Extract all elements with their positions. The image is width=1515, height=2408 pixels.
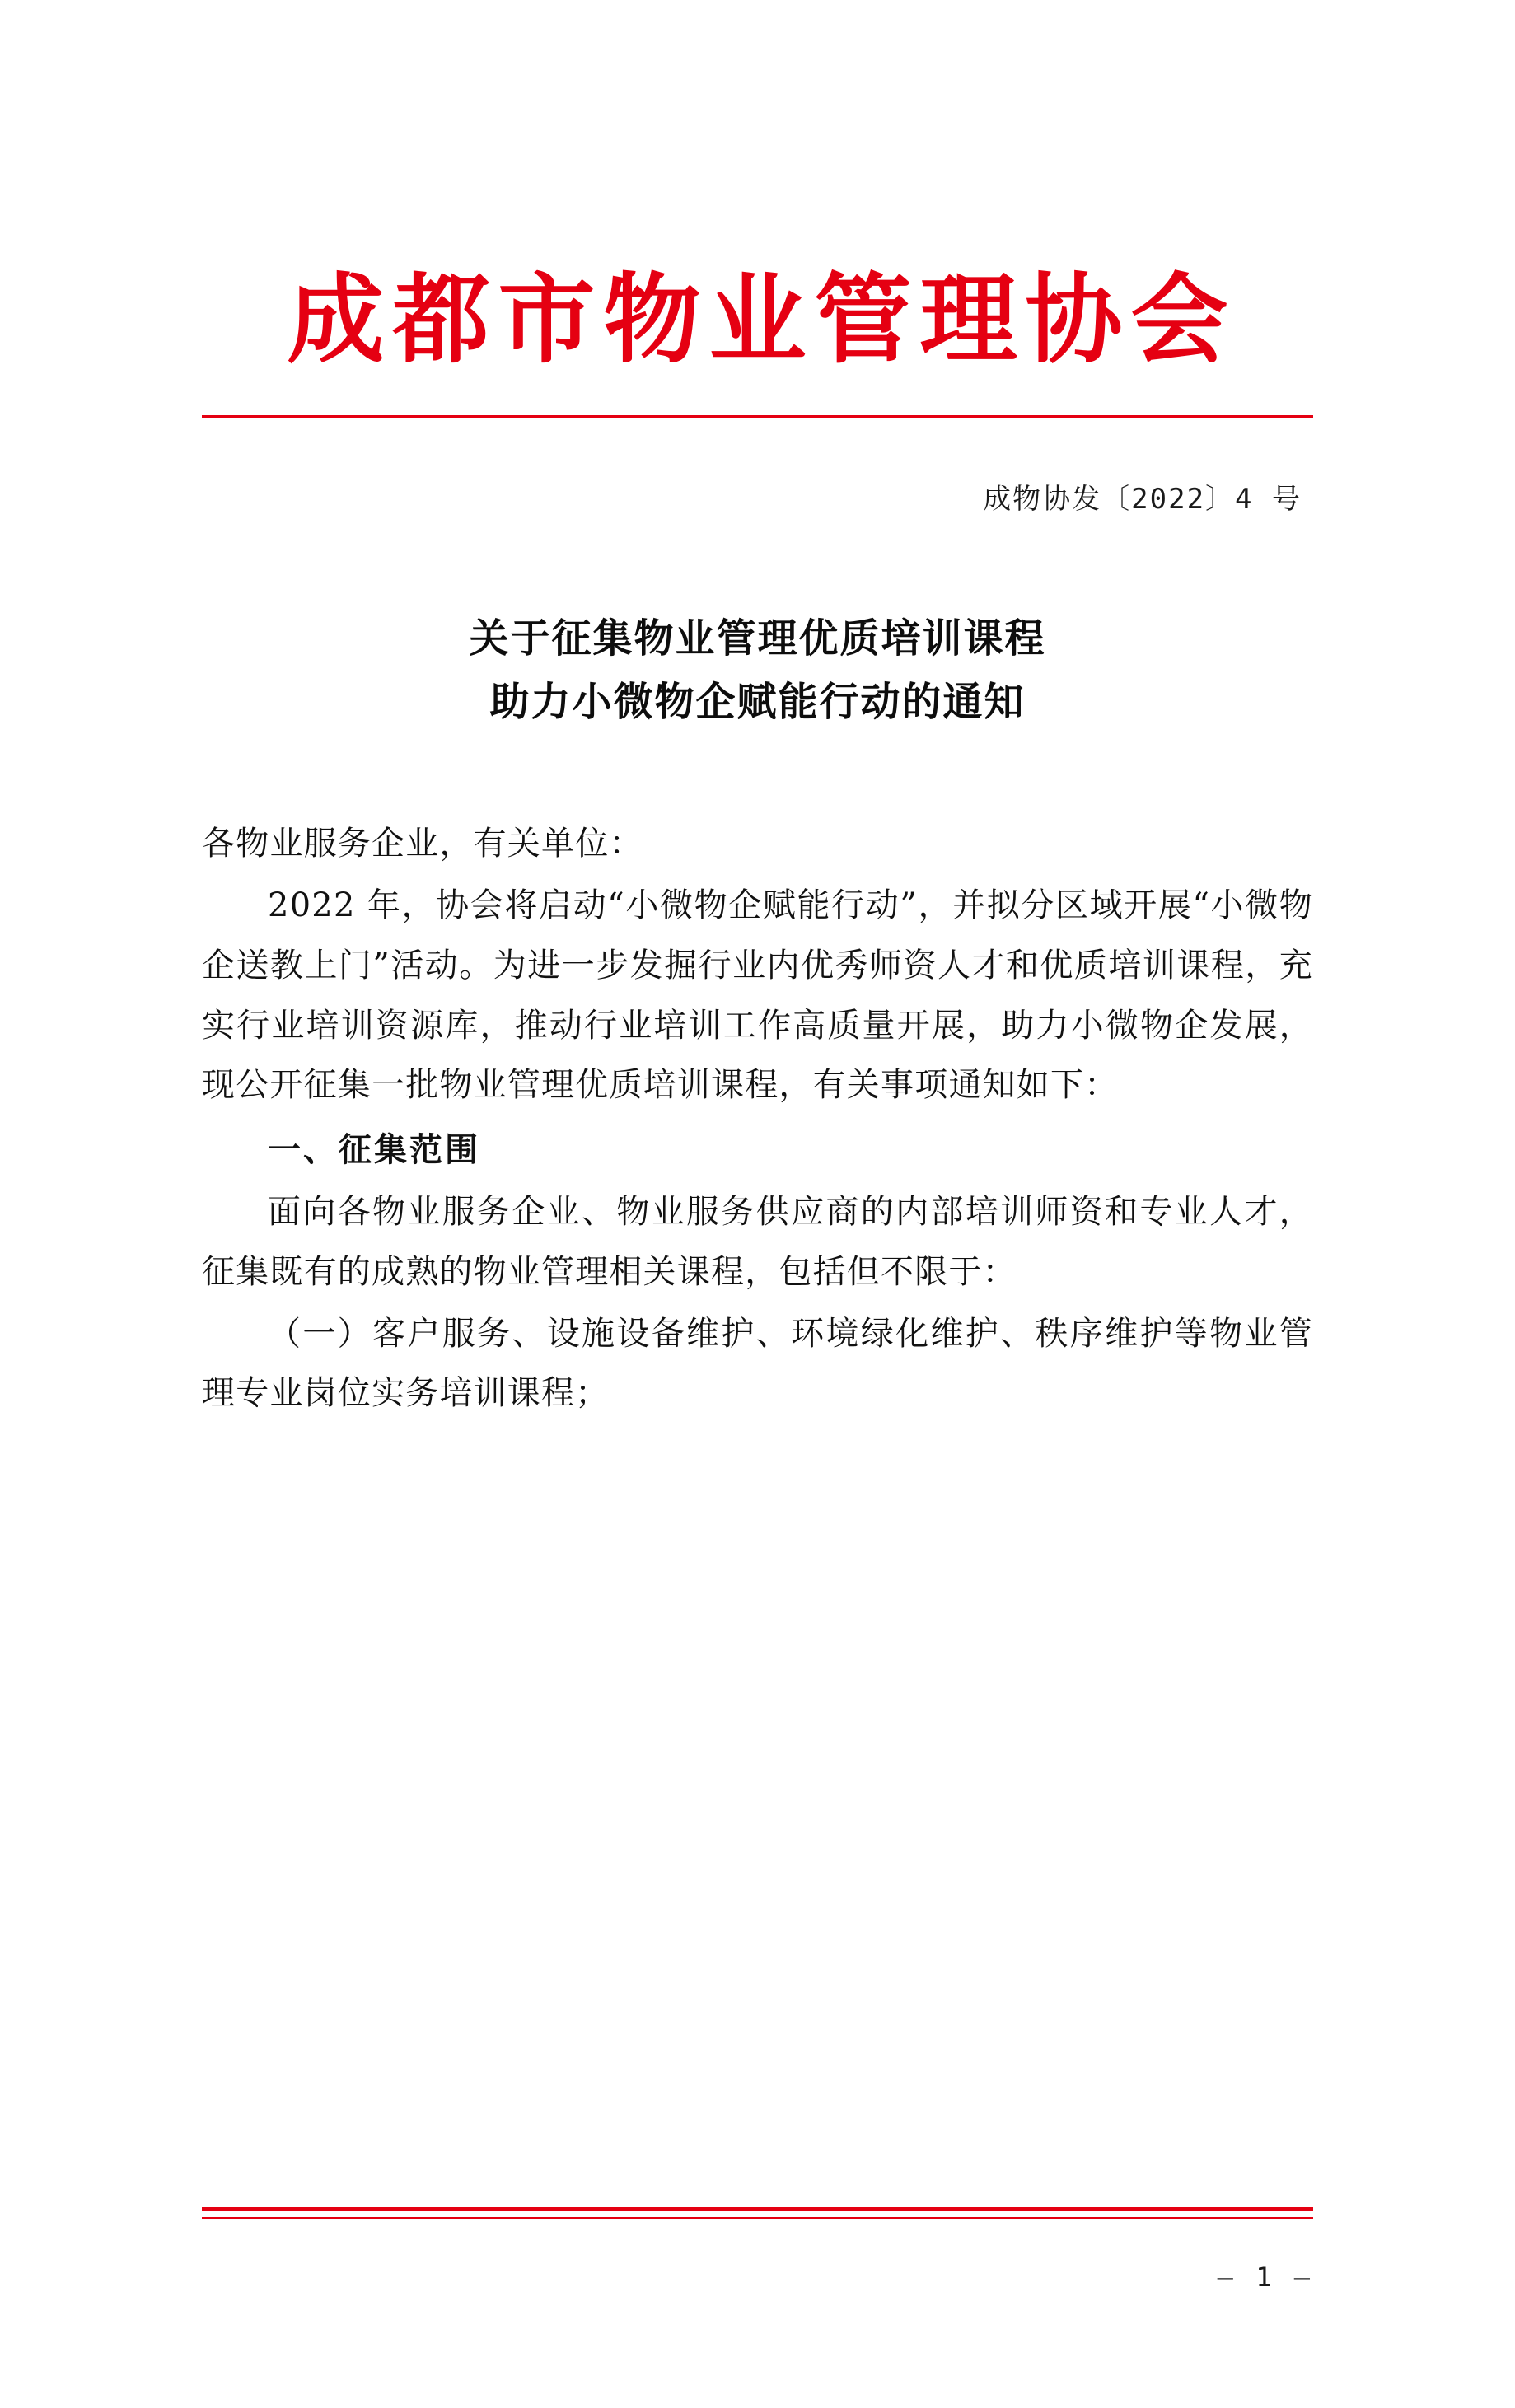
footer-rule-thick: [202, 2207, 1313, 2211]
document-title-line-1: 关于征集物业管理优质培训课程: [469, 615, 1046, 662]
letterhead-organization: 成都市物业管理协会: [287, 262, 1237, 376]
salutation: 各物业服务企业，有关单位：: [202, 825, 643, 863]
body-paragraph-3: （一）客户服务、设施设备维护、环境绿化维护、秩序维护等物业管理专业岗位实务培训课程；: [202, 1314, 1313, 1413]
document-page: [0, 264, 1515, 2408]
document-title: [202, 607, 1313, 736]
footer-rule-thin: [202, 2217, 1313, 2219]
body-paragraph-2: 面向各物业服务企业、物业服务供应商的内部培训师资和专业人才，征集既有的成熟的物业管理相关课程，包括但不限于：: [202, 1192, 1313, 1291]
page-number: — 1 —: [1217, 2261, 1313, 2293]
letterhead: [202, 264, 1313, 418]
letterhead-divider: [202, 415, 1313, 418]
body-paragraph-1: 2022 年，协会将启动“小微物企赋能行动”，并拟分区域开展“小微物企送教上门”活动。为进一步发掘行业内优秀师资人才和优质培训课程，充实行业培训资源库，推动行业培训工作高质量开展，助力小微物企发展，现公开征集一批物业管理优质培训课程，有关事项通知如下：: [202, 886, 1313, 1105]
document-number: 成物协发〔2022〕4 号: [983, 482, 1302, 516]
section-heading-scope: 一、征集范围: [268, 1130, 480, 1170]
document-title-line-2: 助力小微物企赋能行动的通知: [489, 679, 1026, 726]
document-body: [202, 814, 1313, 1424]
footer-divider: [202, 2207, 1313, 2219]
